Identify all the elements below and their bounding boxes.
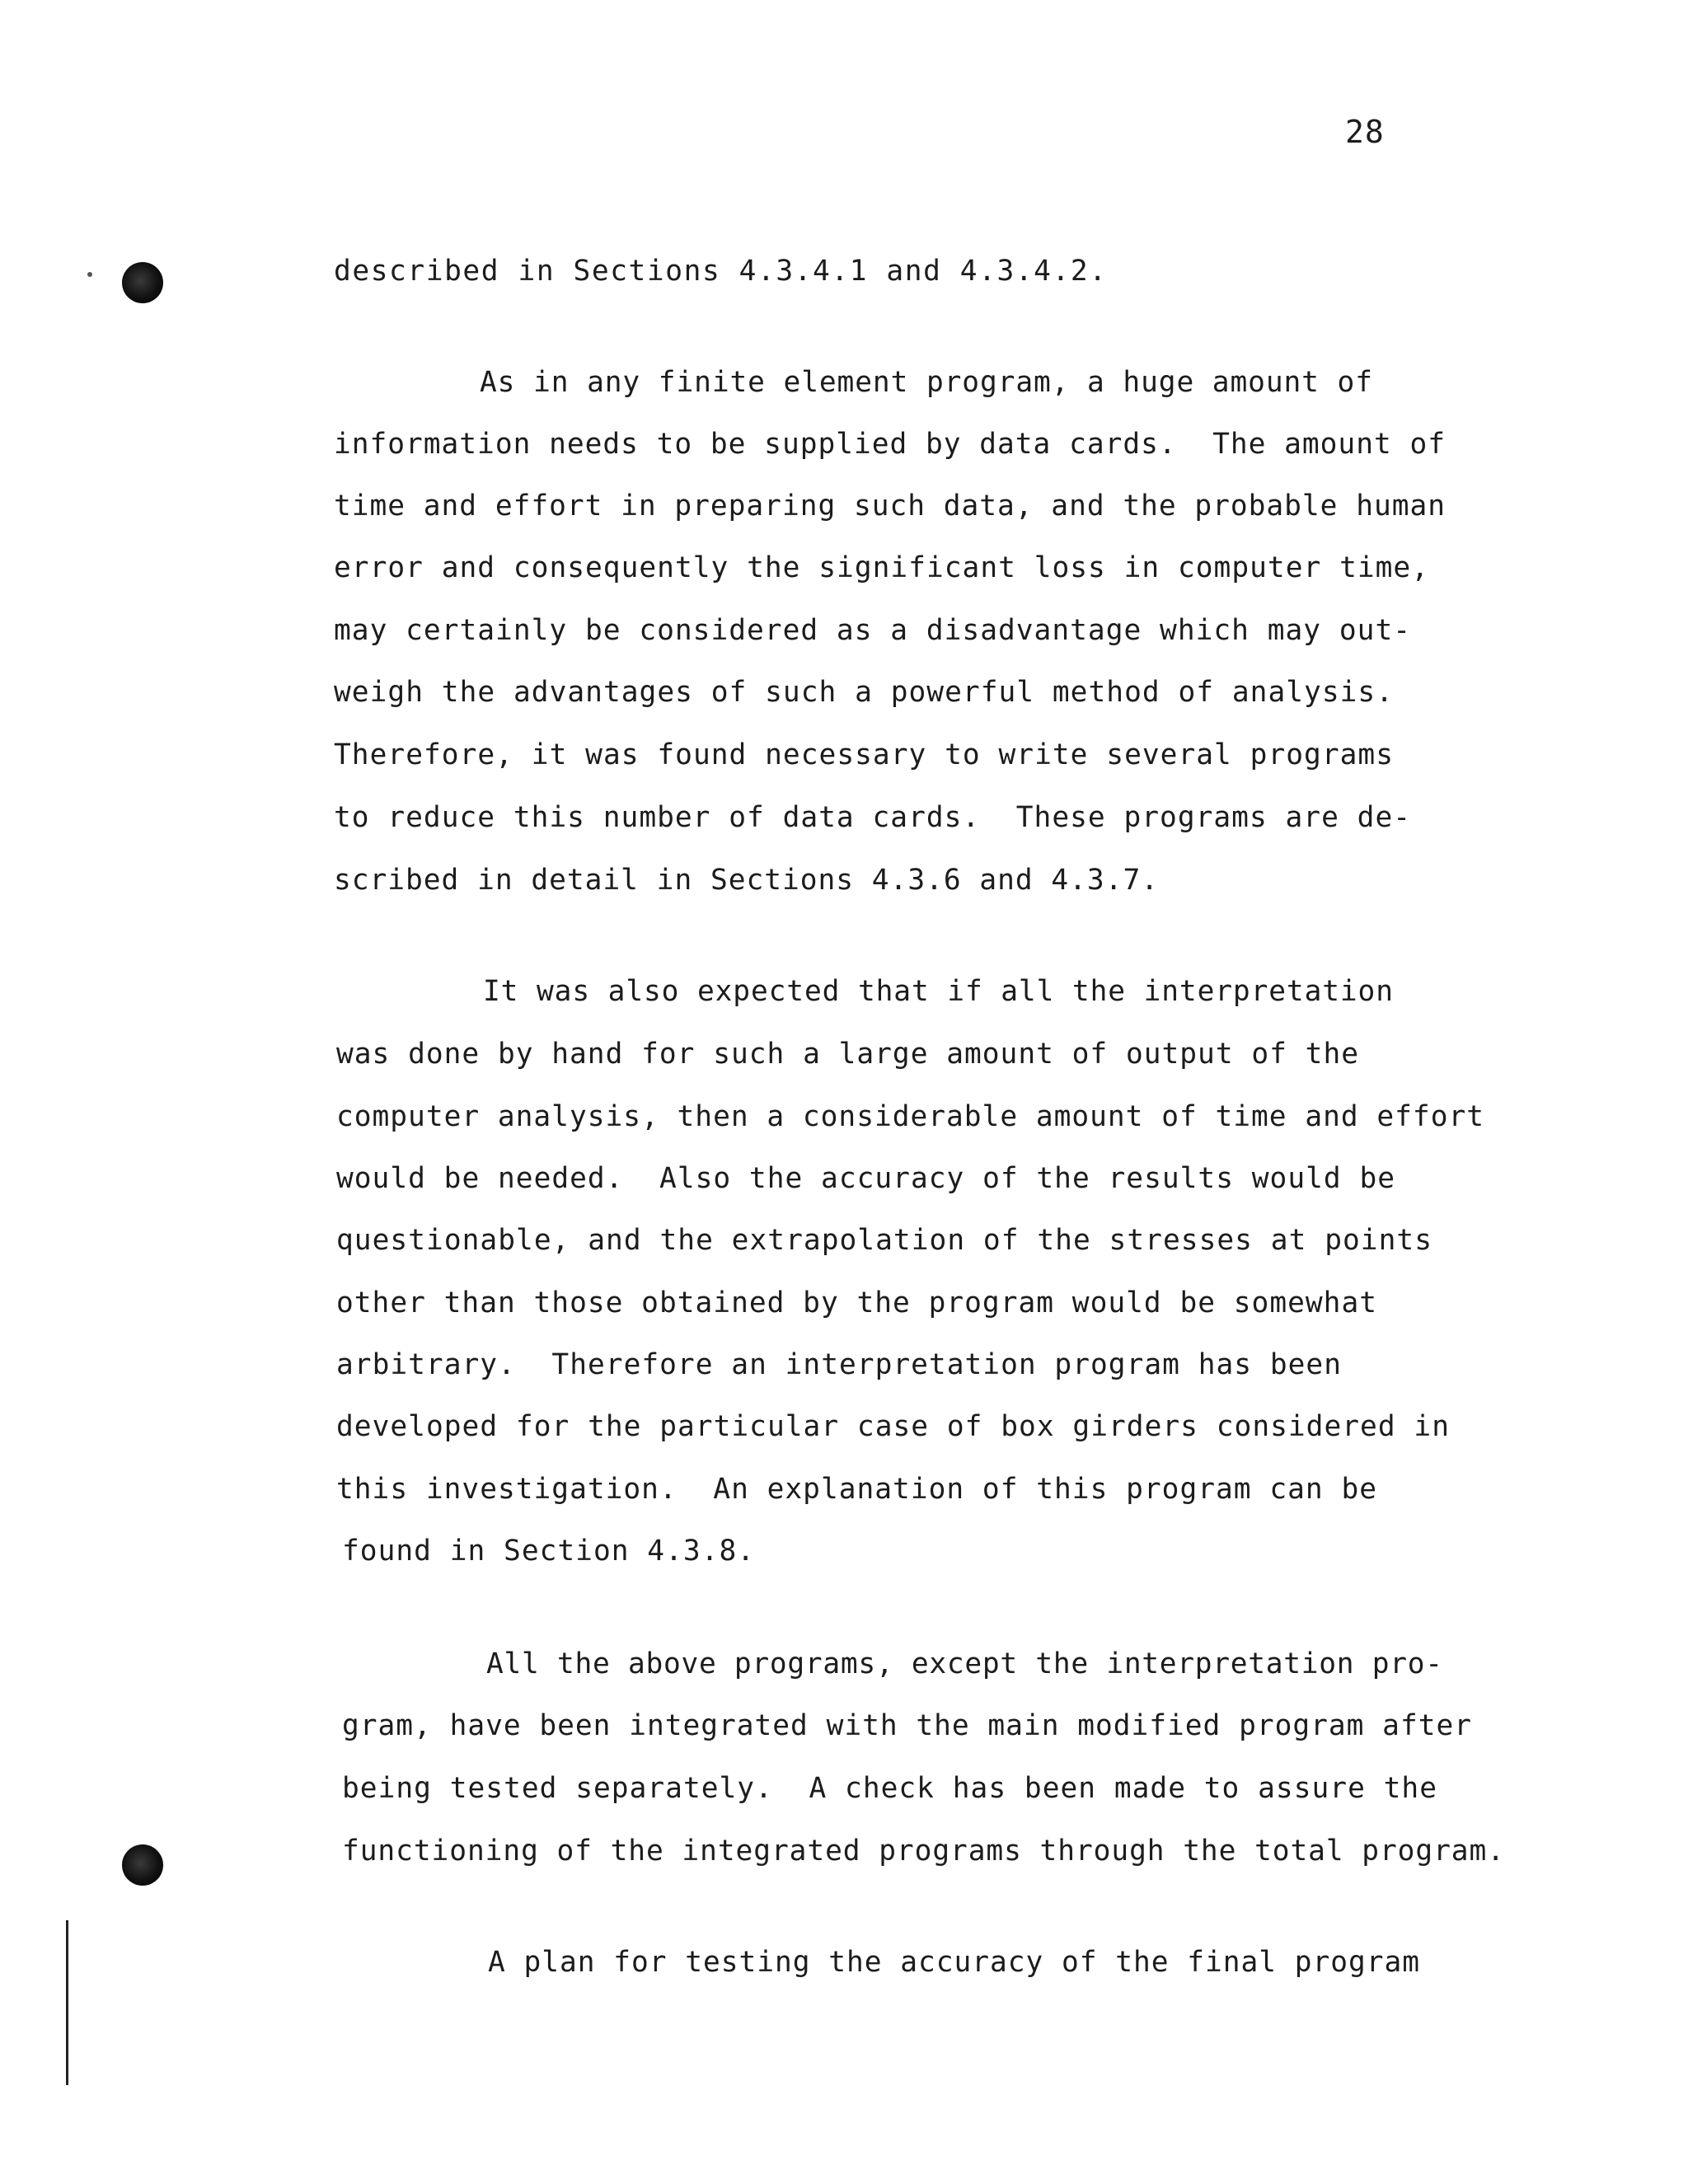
page-number: 28: [1345, 114, 1385, 150]
text-line: found in Section 4.3.8.: [342, 1535, 756, 1568]
text-line: being tested separately. A check has been made to assure the: [342, 1772, 1438, 1805]
text-line: functioning of the integrated programs through the total program.: [342, 1835, 1505, 1868]
text-line: time and effort in preparing such data, and the probable human: [334, 490, 1446, 523]
text-line: other than those obtained by the program would be somewhat: [336, 1286, 1377, 1319]
text-line: weigh the advantages of such a powerful method of analysis.: [334, 676, 1395, 709]
text-line: may certainly be considered as a disadvantage which may out-: [334, 614, 1412, 647]
text-line: Therefore, it was found necessary to write several programs: [334, 738, 1395, 771]
margin-rule: [66, 1920, 68, 2085]
text-line: It was also expected that if all the interpretation: [483, 975, 1394, 1008]
text-line: computer analysis, then a considerable amount of time and effort: [336, 1100, 1484, 1133]
margin-speck: [87, 272, 92, 277]
text-line: As in any finite element program, a huge amount of: [480, 366, 1373, 399]
text-line: would be needed. Also the accuracy of the results would be: [336, 1162, 1395, 1195]
text-line: developed for the particular case of box girders considered in: [336, 1410, 1451, 1443]
text-line: described in Sections 4.3.4.1 and 4.3.4.2.: [334, 255, 1108, 288]
text-line: error and consequently the significant loss in computer time,: [334, 551, 1430, 584]
text-line: arbitrary. Therefore an interpretation program has been: [336, 1348, 1343, 1381]
text-line: scribed in detail in Sections 4.3.6 and 4.3.7.: [334, 864, 1159, 897]
text-line: this investigation. An explanation of this program can be: [336, 1473, 1377, 1506]
text-line: information needs to be supplied by data cards. The amount of: [334, 428, 1446, 461]
text-line: All the above programs, except the interpretation pro-: [486, 1647, 1443, 1680]
punch-hole-top: [122, 262, 163, 303]
text-line: to reduce this number of data cards. These programs are de-: [334, 801, 1412, 834]
text-line: A plan for testing the accuracy of the final program: [488, 1946, 1420, 1979]
punch-hole-bottom: [122, 1844, 163, 1886]
text-line: questionable, and the extrapolation of the stresses at points: [336, 1224, 1433, 1257]
text-line: was done by hand for such a large amount of output of the: [336, 1038, 1359, 1071]
text-line: gram, have been integrated with the main modified program after: [342, 1709, 1472, 1742]
